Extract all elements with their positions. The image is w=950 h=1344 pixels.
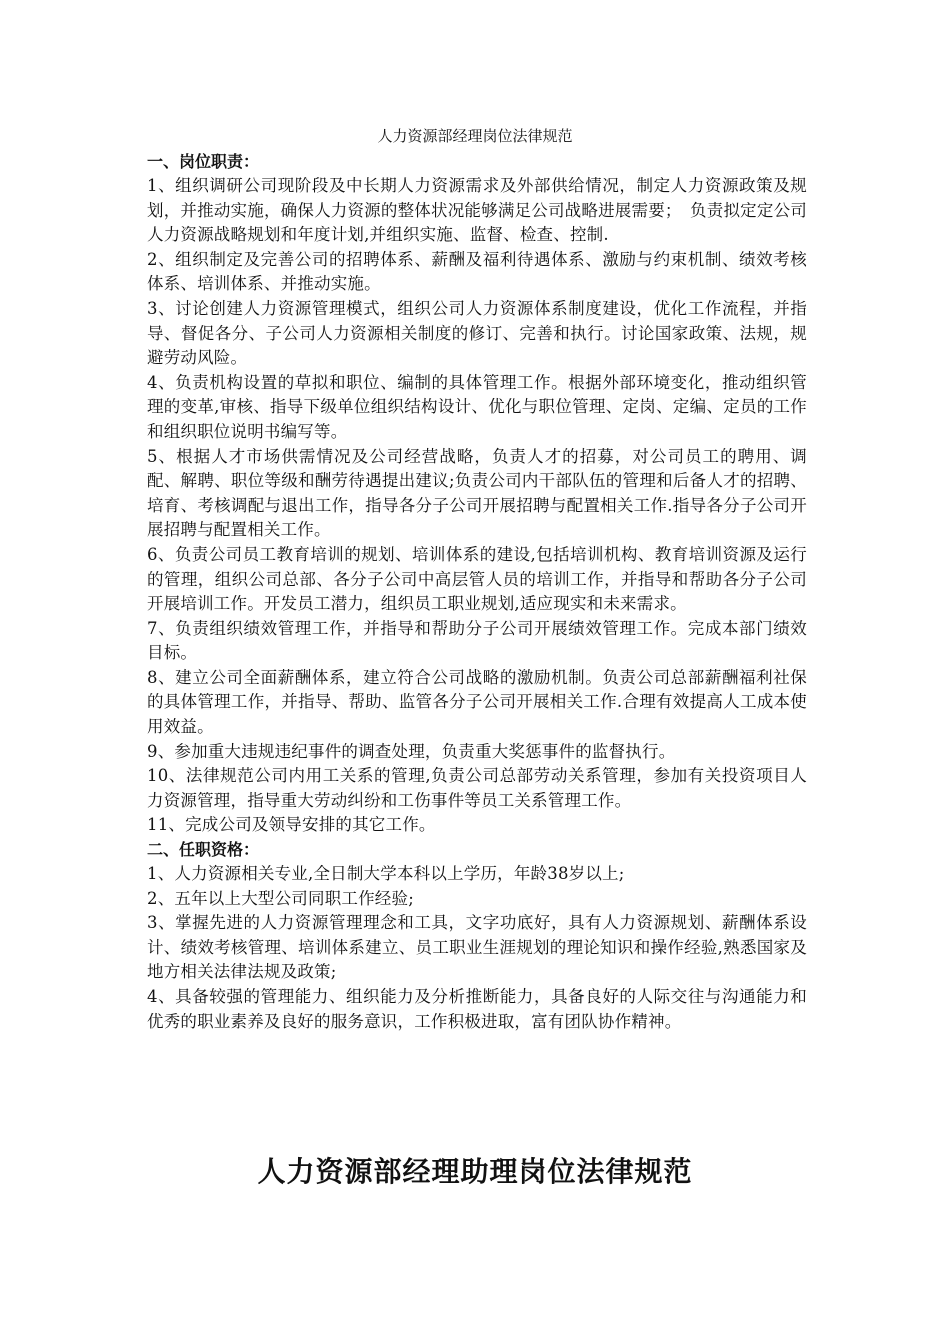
duty-item-7: 7、负责组织绩效管理工作，并指导和帮助分子公司开展绩效管理工作。完成本部门绩效目标。	[147, 618, 807, 663]
duty-item-4: 4、负责机构设置的草拟和职位、编制的具体管理工作。根据外部环境变化，推动组织管理的变革,审核、指导下级单位组织结构设计、优化与职位管理、定岗、定编、定员的工作和组织职位说明书编写等。	[147, 372, 807, 441]
duty-item-5: 5、根据人才市场供需情况及公司经营战略，负责人才的招募，对公司员工的聘用、调配、解聘、职位等级和酬劳待遇提出建议;负责公司内干部队伍的管理和后备人才的招聘、培育、考核调配与退出工作，指导各分子公司开展招聘与配置相关工作.指导各分子公司开展招聘与配置相关工作。	[147, 446, 807, 540]
duty-item-1: 1、组织调研公司现阶段及中长期人力资源需求及外部供给情况，制定人力资源政策及规划，并推动实施，确保人力资源的整体状况能够满足公司战略进展需要； 负责拟定定公司人力资源战略规划和年度计划,并组织实施、监督、检查、控制.	[147, 176, 807, 245]
section-heading-duties: 一、岗位职责：	[147, 152, 260, 171]
qualification-item-1: 1、人力资源相关专业,全日制大学本科以上学历，年龄38岁以上;	[147, 864, 625, 884]
qualification-item-2: 2、五年以上大型公司同职工作经验;	[147, 888, 414, 908]
document-title: 人力资源部经理岗位法律规范	[377, 127, 573, 145]
duty-item-11: 11、完成公司及领导安排的其它工作。	[147, 815, 436, 835]
duty-item-6: 6、负责公司员工教育培训的规划、培训体系的建设,包括培训机构、教育培训资源及运行的管理，组织公司总部、各分子公司中高层管人员的培训工作，并指导和帮助各分子公司开展培训工作。开发员工潜力，组织员工职业规划,适应现实和未来需求。	[147, 544, 807, 614]
qualification-item-3: 3、掌握先进的人力资源管理理念和工具，文字功底好，具有人力资源规划、薪酬体系设计、绩效考核管理、培训体系建立、员工职业生涯规划的理论知识和操作经验,熟悉国家及地方相关法律法规及政策;	[147, 913, 807, 982]
document-body	[147, 150, 807, 1034]
duty-item-9: 9、参加重大违规违纪事件的调查处理，负责重大奖惩事件的监督执行。	[147, 741, 676, 761]
duty-item-10: 10、法律规范公司内用工关系的管理,负责公司总部劳动关系管理，参加有关投资项目人力资源管理，指导重大劳动纠纷和工伤事件等员工关系管理工作。	[147, 766, 807, 810]
duty-item-3: 3、讨论创建人力资源管理模式，组织公司人力资源体系制度建设，优化工作流程，并指导、督促各分、子公司人力资源相关制度的修订、完善和执行。讨论国家政策、法规，规避劳动风险。	[147, 298, 807, 368]
section-heading-qualifications: 二、任职资格：	[147, 840, 260, 860]
duty-item-2: 2、组织制定及完善公司的招聘体系、薪酬及福利待遇体系、激励与约束机制、绩效考核体系、培训体系、并推动实施。	[147, 249, 807, 294]
qualification-item-4: 4、具备较强的管理能力、组织能力及分析推断能力，具备良好的人际交往与沟通能力和优秀的职业素养及良好的服务意识，工作积极进取，富有团队协作精神。	[147, 987, 807, 1031]
duty-item-8: 8、建立公司全面薪酬体系，建立符合公司战略的激励机制。负责公司总部薪酬福利社保的具体管理工作，并指导、帮助、监管各分子公司开展相关工作.合理有效提高人工成本使用效益。	[147, 667, 807, 737]
next-document-title: 人力资源部经理助理岗位法律规范	[257, 1155, 693, 1188]
